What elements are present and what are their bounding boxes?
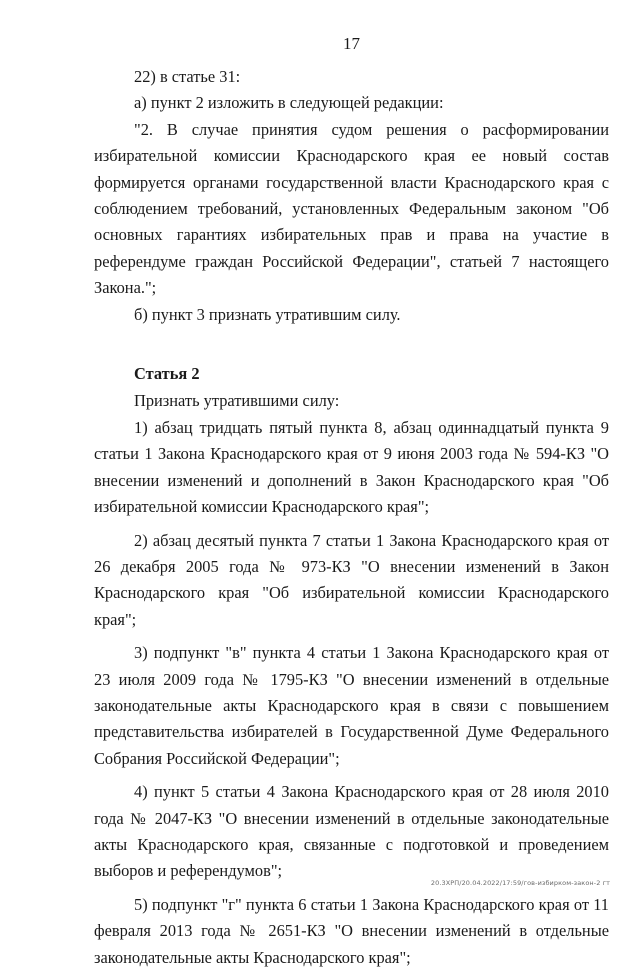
sub-item-b: б) пункт 3 признать утратившим силу.	[134, 304, 401, 324]
document-page	[94, 0, 609, 967]
list-item-22: 22) в статье 31:	[134, 67, 241, 86]
repeal-item-4: 4) пункт 5 статьи 4 Закона Краснодарского края от 28 июля 2010 года № 2047-КЗ "О внесении изменений в отдельные законодательные акты Краснодарского края, связанные с подготовкой и проведением выборов и референдумов";	[94, 782, 609, 881]
repeal-item-2: 2) абзац десятый пункта 7 статьи 1 Закона Краснодарского края от 26 декабря 2005 года № 973-КЗ "О внесении изменений в Закон Краснодарского края "Об избирательной комиссии Краснодарского края";	[94, 530, 609, 629]
page-number: 17	[343, 34, 360, 53]
article-intro: Признать утратившими силу:	[134, 391, 340, 411]
repeal-item-3: 3) подпункт "в" пункта 4 статьи 1 Закона Краснодарского края от 23 июля 2009 года № 1795-КЗ "О внесении изменений в отдельные законодательные акты Краснодарского края в связи с повышением представительства избирателей в Государственной Думе Федерального Собрания Российской Федерации";	[94, 643, 609, 768]
footer-document-code: 20.3ХРП/20.04.2022/17:59/гов-избирком-закон-2 гт	[430, 879, 610, 887]
quoted-point-2: "2. В случае принятия судом решения о расформировании избирательной комиссии Краснодарского края ее новый состав формируется органами государственной власти Краснодарского края с соблюдением требований, установленных Федеральным законом "Об основных гарантиях избирательных прав и права на участие в референдуме граждан Российской Федерации", статьей 7 настоящего Закона.";	[94, 119, 609, 298]
article-heading: Статья 2	[134, 364, 200, 384]
document-body	[94, 64, 609, 971]
sub-item-a: а) пункт 2 изложить в следующей редакции:	[134, 93, 444, 113]
repeal-item-5: 5) подпункт "г" пункта 6 статьи 1 Закона Краснодарского края от 11 февраля 2013 года № 2651-КЗ "О внесении изменений в отдельные законодательные акты Краснодарского края";	[94, 894, 609, 967]
repeal-item-1: 1) абзац тридцать пятый пункта 8, абзац одиннадцатый пункта 9 статьи 1 Закона Краснодарского края от 9 июня 2003 года № 594-КЗ "О внесении изменений и дополнений в Закон Краснодарского края "Об избирательной комиссии Краснодарского края";	[94, 417, 609, 517]
